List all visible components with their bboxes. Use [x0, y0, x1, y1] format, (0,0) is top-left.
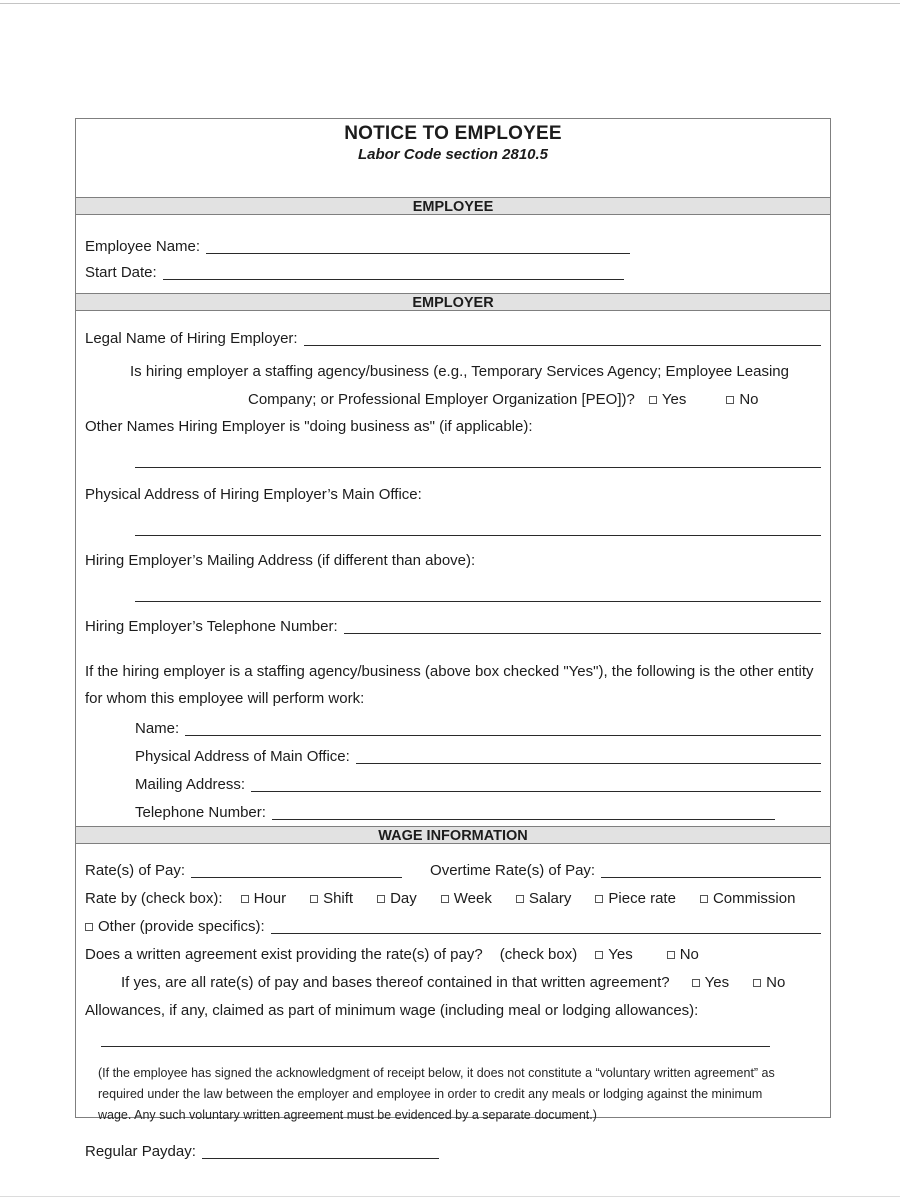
rate-by-shift-label: Shift — [323, 890, 354, 907]
rate-by-piece-rate-label: Piece rate — [608, 890, 676, 907]
form-title: NOTICE TO EMPLOYEE — [344, 123, 562, 144]
allowances-line[interactable] — [101, 1046, 770, 1047]
checkbox-if-yes-yes[interactable] — [692, 979, 700, 987]
overtime-rate-label: Overtime Rate(s) of Pay: — [430, 862, 596, 879]
checkbox-shift[interactable] — [310, 895, 318, 903]
employer-mailing-address-line[interactable] — [135, 601, 821, 602]
checkbox-piece-rate[interactable] — [595, 895, 603, 903]
rate-by-label: Rate by (check box): — [85, 890, 223, 907]
staffing-question-line2: Company; or Professional Employer Organization [PEO])? — [248, 391, 635, 408]
rate-by-commission-label: Commission — [712, 890, 796, 907]
checkbox-staffing-yes[interactable] — [649, 396, 657, 404]
rate-of-pay-label: Rate(s) of Pay: — [85, 862, 186, 879]
check-box-hint: (check box) — [499, 946, 578, 963]
other-specifics-line[interactable] — [271, 933, 821, 934]
employee-name-label: Employee Name: — [85, 238, 201, 255]
staffing-yes-label: Yes — [661, 391, 687, 408]
entity-physical-address-label: Physical Address of Main Office: — [135, 748, 350, 765]
staffing-no-label: No — [739, 391, 759, 408]
rate-by-week-label: Week — [453, 890, 492, 907]
rate-by-day-label: Day — [390, 890, 417, 907]
rate-of-pay-line[interactable] — [191, 877, 402, 878]
other-names-line[interactable] — [135, 467, 821, 468]
entity-telephone-line[interactable] — [272, 819, 775, 820]
agreement-yes-label: Yes — [608, 946, 633, 963]
legal-name-line[interactable] — [304, 345, 821, 346]
other-names-label: Other Names Hiring Employer is "doing business as" (if applicable): — [85, 418, 533, 435]
regular-payday-line[interactable] — [202, 1158, 439, 1159]
checkbox-week[interactable] — [441, 895, 449, 903]
page-bottom-divider — [0, 1196, 900, 1197]
legal-name-label: Legal Name of Hiring Employer: — [85, 330, 298, 347]
form-subtitle: Labor Code section 2810.5 — [357, 146, 549, 163]
entity-mailing-address-line[interactable] — [251, 791, 821, 792]
allowances-label: Allowances, if any, claimed as part of minimum wage (including meal or lodging allowances): — [85, 1002, 699, 1019]
employer-physical-address-line[interactable] — [135, 535, 821, 536]
section-header-wage-information: WAGE INFORMATION — [76, 826, 830, 844]
overtime-rate-line[interactable] — [601, 877, 821, 878]
checkbox-day[interactable] — [377, 895, 385, 903]
section-header-employer: EMPLOYER — [76, 293, 830, 311]
rate-by-hour-label: Hour — [253, 890, 287, 907]
employer-mailing-address-label: Hiring Employer’s Mailing Address (if different than above): — [85, 552, 476, 569]
employer-physical-address-label: Physical Address of Hiring Employer’s Main Office: — [85, 486, 422, 503]
employer-telephone-label: Hiring Employer’s Telephone Number: — [85, 618, 338, 635]
checkbox-agreement-no[interactable] — [667, 951, 675, 959]
entity-name-label: Name: — [135, 720, 180, 737]
page-top-divider — [0, 3, 900, 4]
checkbox-salary[interactable] — [516, 895, 524, 903]
start-date-line[interactable] — [163, 279, 624, 280]
checkbox-hour[interactable] — [241, 895, 249, 903]
notice-to-employee-form — [75, 118, 831, 1160]
entity-mailing-address-label: Mailing Address: — [135, 776, 246, 793]
if-yes-yes-label: Yes — [704, 974, 730, 991]
entity-physical-address-line[interactable] — [356, 763, 821, 764]
employee-name-line[interactable] — [206, 253, 630, 254]
section-header-employee: EMPLOYEE — [76, 197, 830, 215]
voluntary-agreement-fine-print: (If the employee has signed the acknowledgment of receipt below, it does not constitute a “voluntary written agreement” as required under the law between the employer and employee in order to credit any meals or lodging against the minimum wage. Any such voluntary written agreement must be evidenced by a separate document.) — [98, 1066, 775, 1122]
employer-telephone-line[interactable] — [344, 633, 821, 634]
other-specifics-label: Other (provide specifics): — [98, 918, 265, 935]
if-yes-question: If yes, are all rate(s) of pay and bases thereof contained in that written agreement? — [121, 974, 670, 991]
entity-name-line[interactable] — [185, 735, 821, 736]
if-yes-no-label: No — [766, 974, 786, 991]
agreement-no-label: No — [679, 946, 699, 963]
start-date-label: Start Date: — [85, 264, 157, 281]
staffing-entity-intro: If the hiring employer is a staffing agency/business (above box checked "Yes"), the following is the other entity for whom this employee will perform work: — [85, 663, 814, 707]
checkbox-commission[interactable] — [700, 895, 708, 903]
checkbox-agreement-yes[interactable] — [595, 951, 603, 959]
checkbox-staffing-no[interactable] — [726, 396, 734, 404]
staffing-question-line1: Is hiring employer a staffing agency/business (e.g., Temporary Services Agency; Employee Leasing — [130, 363, 789, 380]
written-agreement-question: Does a written agreement exist providing the rate(s) of pay? — [85, 946, 483, 963]
rate-by-salary-label: Salary — [528, 890, 572, 907]
regular-payday-label: Regular Payday: — [85, 1143, 196, 1160]
checkbox-other[interactable] — [85, 923, 93, 931]
checkbox-if-yes-no[interactable] — [753, 979, 761, 987]
entity-telephone-label: Telephone Number: — [135, 804, 266, 821]
